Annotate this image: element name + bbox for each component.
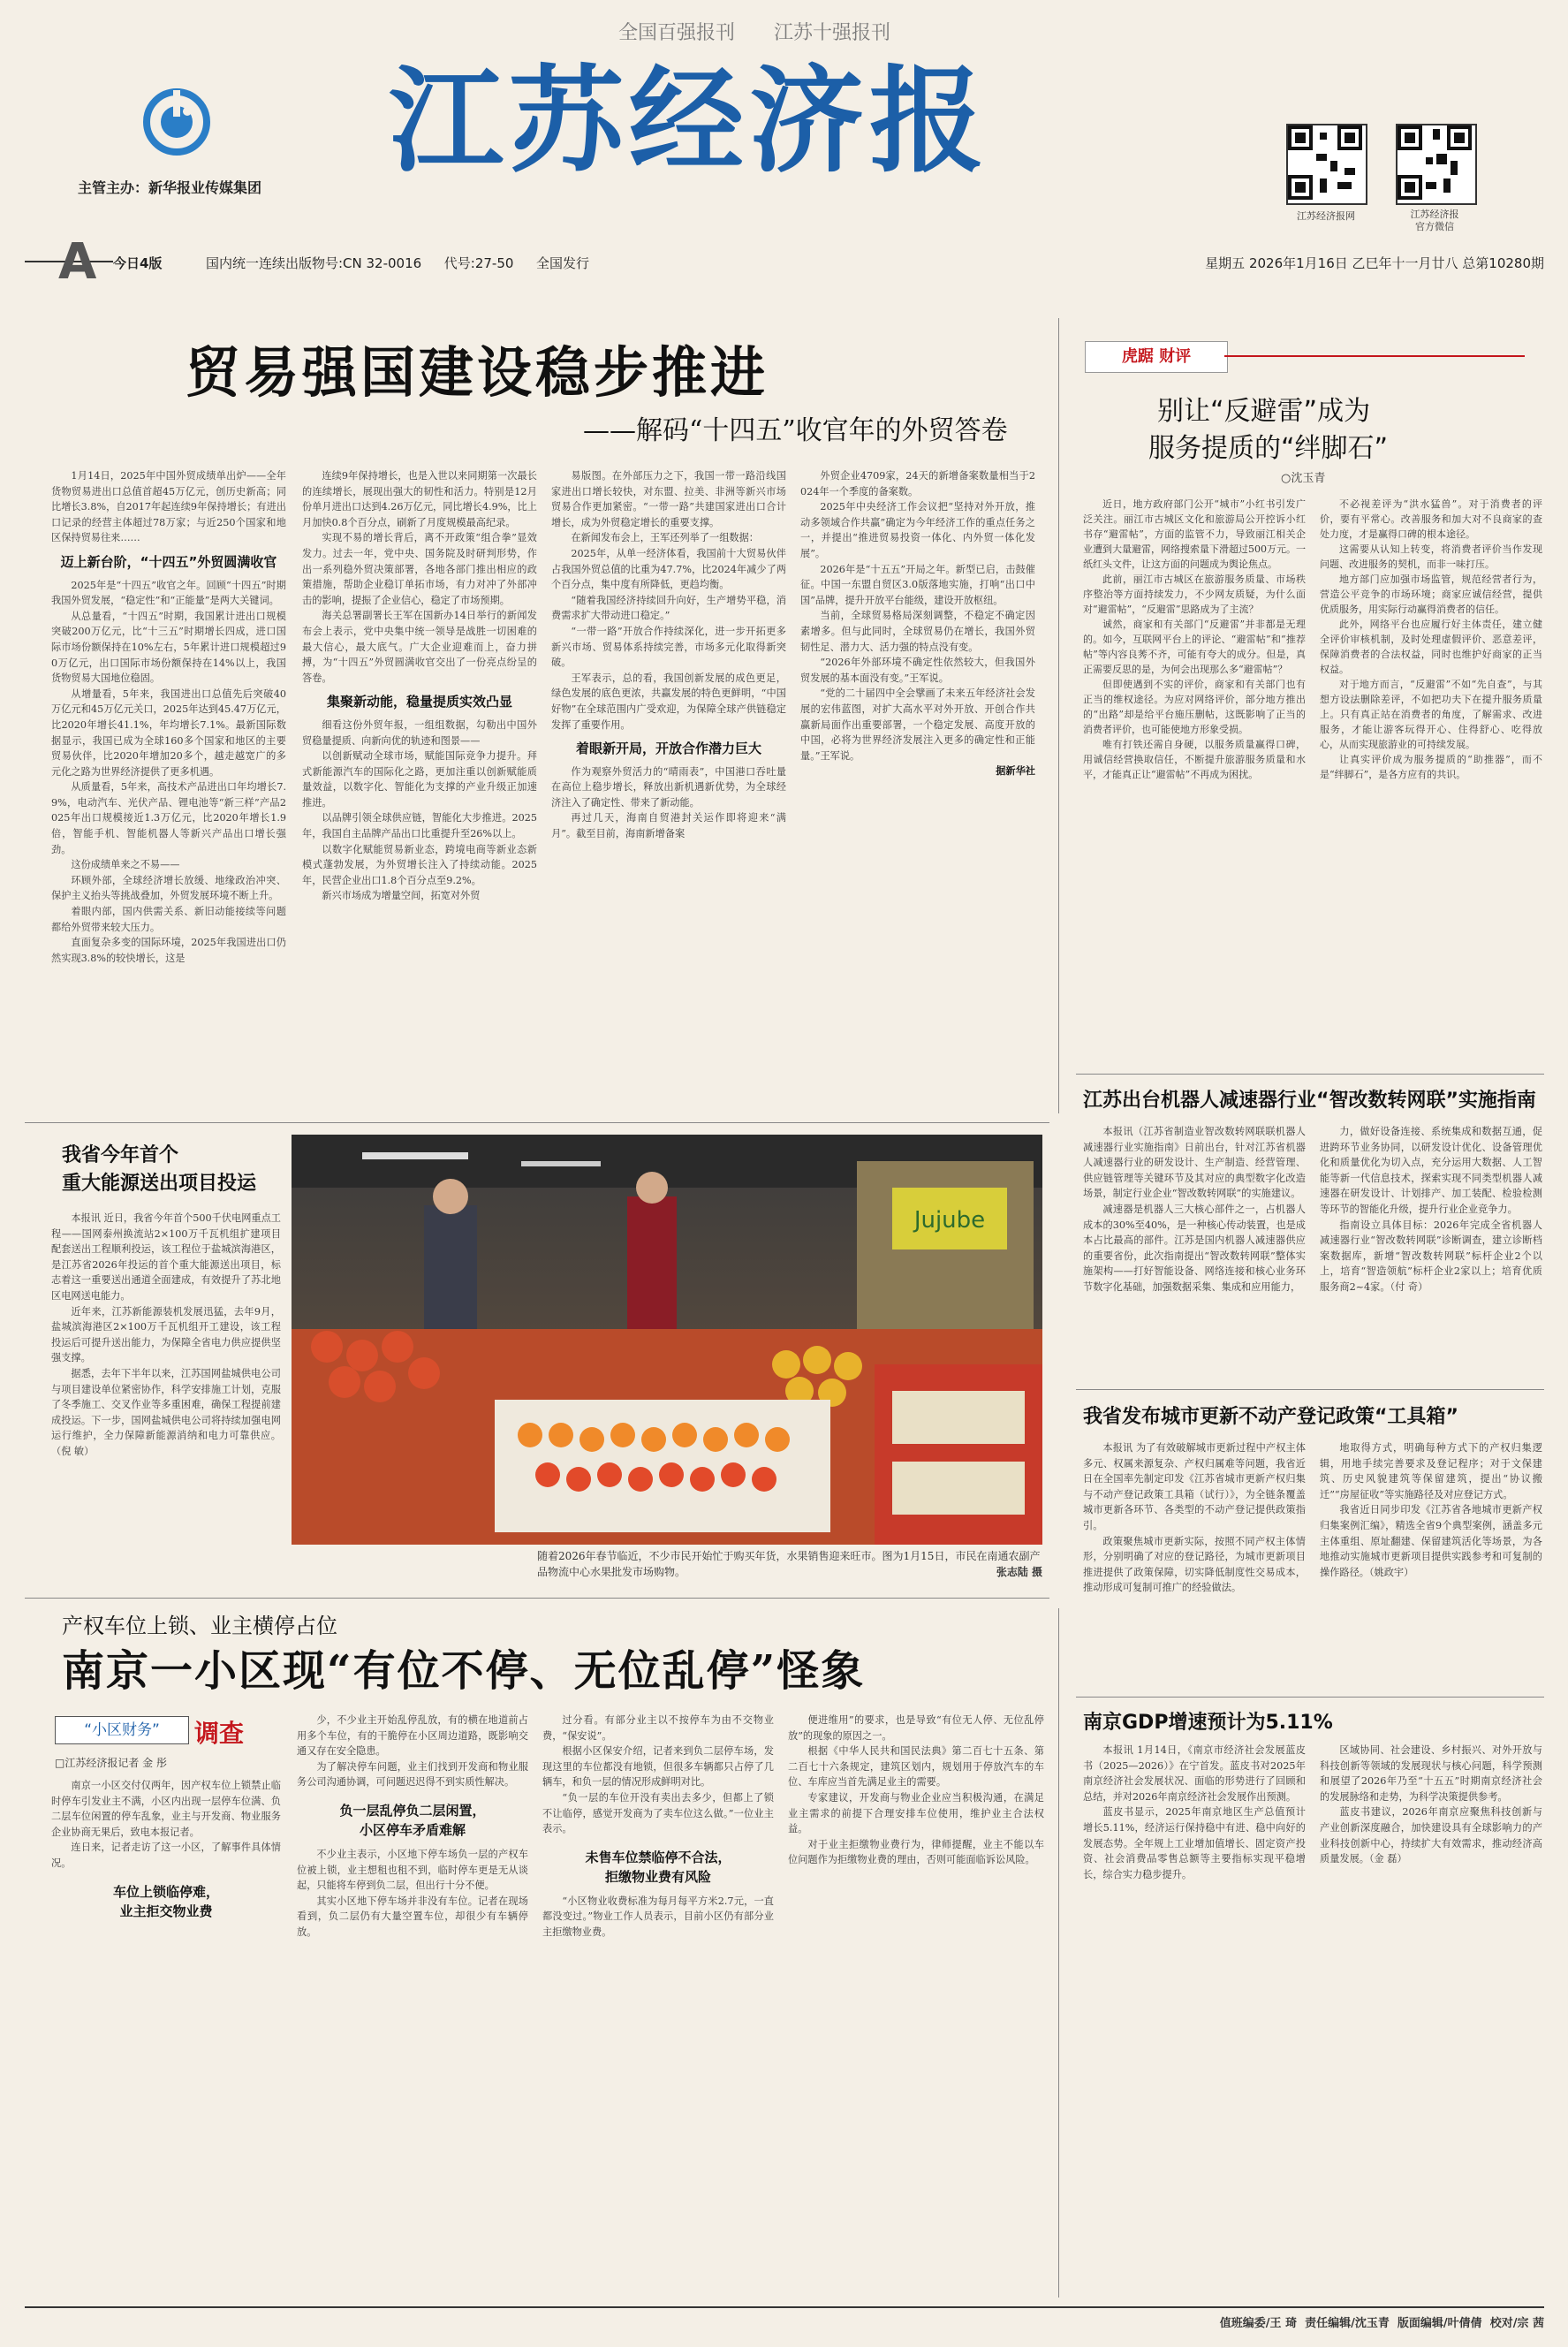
parking-tag (55, 1714, 267, 1746)
commentary-column-2: 不必视差评为“洪水猛兽”。对于消费者的评价，要有平常心。改善服务和加大对不良商家的查处力度，才是赢得口碑的根本途径。 这需要从认知上转变，将消费者评价当作发现问题、改进服务的契机，而非一味打压。 地方部门应加强市场监管，规范经营者行为，营造公平竞争的市场环境；商家应诚信经营，提供优质服务，用实际行动赢得消费者的信任。 此外，网络平台也应履行好主体责任，建立健全评价审核机制，及时处理虚假评价、恶意差评，保障消费者的合法权益，同时也维护好商家的正当权益。 对于地方而言，“反避雷”不如“先自查”，与其想方设法删除差评，不如把功夫下在提升服务质量上。只有真正站在消费者的角度，了解需求、改进服务，才能让游客玩得开心、住得舒心、吃得放心，从而实现旅游业的可持续发展。 让真实评价成为服务提质的“助推器”，而不是“绊脚石”，是各方应有的共识。 (1320, 498, 1542, 780)
parking-subhead-1: 车位上锁临停难， 业主拒交物业费 (112, 1883, 219, 1919)
energy-column: 本报讯 近日，我省今年首个500千伏电网重点工程——国网泰州换流站2×100万千瓦机组扩建项目配套送出工程顺利投运，该工程位于盐城滨海港区，是江苏省2026年投运的首个重大能源送出项目，标志着这一重要送出通道全面建成，有效提升了苏北地区电网送电能力。 近年来，江苏新能源装机发展迅猛，去年9月，盐城滨海港区2×100万千瓦机组开工建设，该工程投运后可提升送出能力，为保障全省电力供应提供坚强支撑。 据悉，去年下半年以来，江苏国网盐城供电公司与项目建设单位紧密协作，科学安排施工计划，克服了冬季施工、交叉作业等多重困难，确保工程提前建成投运。下一步，国网盐城供电公司将持续加强电网运行维护，全力保障新能源消纳和电力可靠供应。（倪 敏） (51, 1212, 281, 1457)
edition-bar (113, 251, 1544, 276)
slogans (618, 18, 972, 45)
lead-subhead-3: 着眼新开局，开放合作潜力巨大 (575, 741, 761, 757)
photo-caption: 随着2026年春节临近，不少市民开始忙于购买年货，水果销售迎来旺市。图为1月15日，市民在南通农副产品物流中心水果批发市场购物。 张志陆 摄 (537, 1550, 1042, 1578)
cn-number: 国内统一连续出版物号:CN 32-0016 (206, 255, 422, 271)
gdp-column-2: 区域协同、社会建设、乡村振兴、对外开放与科技创新等领域的发展现状与核心问题，科学预测和展望了2026年乃至“十五五”时期南京经济社会的发展脉络和走势，为科学决策提供参考。 蓝皮书建议，2026年南京应聚焦科技创新与产业创新深度融合，加快建设具有全球影响力的产业科技创新中心，持续扩大有效需求，推动经济高质量发展。（金 磊） (1320, 1744, 1542, 1865)
slogan-right: 江苏十强报刊 (774, 22, 891, 44)
photo-credit: 张志陆 摄 (996, 1566, 1042, 1578)
lead-byline: 据新华社 (996, 764, 1035, 778)
parking-tag-left: “小区财务” (55, 1716, 189, 1744)
distribution: 全国发行 (535, 255, 589, 271)
commentary-title-1: 别让“反避雷”成为 (1157, 396, 1371, 427)
newspaper-logo (141, 87, 212, 157)
parking-tag-right: 调查 (194, 1719, 245, 1748)
commentary-author: ○沈玉青 (1281, 472, 1326, 485)
lead-column-4: 外贸企业4709家，24天的新增备案数量相当于2024年一个季度的备案数。 2025年中央经济工作会议把“坚持对外开放，推动多领域合作共赢”确定为今年经济工作的重点任务之一，并提出“推进贸易投资一体化、内外贸一体化发展”。 2026年是“十五五”开局之年。新型已启，击鼓催征。中国一东盟自贸区3.0版落地实施，打响“出口中国”品牌，提升开放平台能级，建设开放枢纽。 当前，全球贸易格局深刻调整，不稳定不确定因素增多。但与此同时，全球贸易仍在增长，我国外贸韧性足、潜力大、活力强的特点没有变。 “2026年外部环境不确定性依然较大，但我国外贸发展的基本面没有变。”王军说。 “党的二十届四中全会擘画了未来五年经济社会发展的宏伟蓝图，对扩大高水平对外开放、开创合作共赢新局面作出重要部署，一个稳定发展、高度开放的中国，必将为世界经济发展注入更多的确定性和正能量。”王军说。 据新华社 (800, 468, 1035, 779)
policy-column-1: 本报讯 为了有效破解城市更新过程中产权主体多元、权属来源复杂、产权归属难等问题，我省近日在全国率先制定印发《江苏省城市更新产权归集与不动产登记政策工具箱（试行）》，为全链条覆盖城市更新各环节、各类型的不动产登记提供政策指引。 政策聚焦城市更新实际，按照不同产权主体情形，分别明确了对应的登记路径，为城市更新项目推进提供了政策保障，切实降低制度性交易成本，推动形成可复制可推广的经验做法。 (1083, 1442, 1306, 1594)
lead-subhead-1: 迈上新台阶，“十四五”外贸圆满收官 (60, 553, 277, 570)
footer-credits: 值班编委/王 琦 责任编辑/沈玉青 版面编辑/叶倩倩 校对/宗 茜 (1219, 2317, 1544, 2330)
lead-column-3: 易版图。在外部压力之下，我国一带一路沿线国家进出口增长较快，对东盟、拉美、非洲等新兴市场贸易合作更加紧密。“一带一路”共建国家进出口合计增长，成为外贸稳定增长的重要支撑。 在新闻发布会上，王军还列举了一组数据： 2025年，从单一经济体看，我国前十大贸易伙伴占我国外贸总值的比重为47.7%，比2024年减少了两个百分点，集中度有所降低，更趋均衡。 “随着我国经济持续回升向好，生产增势平稳，消费需求扩大带动进口稳定。” “一带一路”开放合作持续深化，进一步开拓更多新兴市场、贸易体系持续完善，市场多元化取得新突破。 王军表示，总的看，我国创新发展的成色更足，绿色发展的底色更浓，共赢发展的特色更鲜明，“中国好物”在全球范围内广受欢迎，为保障全球产供链稳定发挥了重要作用。 着眼新开局，开放合作潜力巨大 作为观察外贸活力的“晴雨表”，中国港口吞吐量在高位上稳步增长，释放出新机遇新优势，为全球经济注入了确定性、带来了新动能。 再过几天，海南自贸港封关运作即将迎来“满月”。截至目前，海南新增备案 (551, 470, 786, 840)
lead-subhead-2: 集聚新动能，稳量提质实效凸显 (326, 694, 512, 710)
gdp-title: 南京GDP增速预计为5.11% (1083, 1712, 1333, 1734)
parking-subhead-3: 未售车位禁临停不合法， 拒缴物业费有风险 (585, 1849, 731, 1885)
commentary-title-2: 服务提质的“绊脚石” (1148, 433, 1389, 464)
policy-column-2: 地取得方式，明确每种方式下的产权归集逻辑，用地手续完善要求及登记程序；对于文保建筑、历史风貌建筑等保留建筑，提出“协议搬迁”“房屋征收”等实施路径及对应登记方式。 我省近日同步印发《江苏省各地城市更新产权归集案例汇编》，精选全省9个典型案例，涵盖多元主体重组、原址翻建、保留建筑活化等场景，为各地推动实施城市更新项目提供实践参考和可复制的操作路径。（姚政宇） (1320, 1442, 1542, 1578)
lead-subtitle: ——解码“十四五”收官年的外贸答卷 (583, 415, 1008, 446)
commentary-column-1: 近日，地方政府部门公开“城市”小红书引发广泛关注。丽江市古城区文化和旅游局公开控诉小红书存“避雷帖”，方面的监管不力，导致丽江相关企业遭到大量避雷，网络搜索量下滑超过500万元。一纸红头文件，让这方面的问题成为舆论焦点。 此前，丽江市古城区在旅游服务质量、市场秩序整治等方面持续发力，不少网友质疑，为什么面对“避雷帖”，“反避雷”思路成为了主流？ 诚然，商家和有关部门“反避雷”并非都是无理的。如今，互联网平台上的评论、“避雷帖”和“推荐帖”等内容良莠不齐，可能有夸大的成分。但是，真正需要反思的是，为何会出现那么多“避雷帖”？ 但即使遇到不实的评价，商家和有关部门也有正当的维权途径。为应对网络评价，部分地方推出的“出路”却是给平台施压删帖，这既影响了正当的消费者评价，也可能使地方形象受损。 唯有打铁还需自身硬，以服务质量赢得口碑，用诚信经营换取信任，不断提升旅游服务质量和水平，才能真正让“避雷帖”不再成为困扰。 (1083, 498, 1306, 780)
newspaper-title: 江苏经济报 (389, 54, 990, 188)
policy-title: 我省发布城市更新不动产登记政策“工具箱” (1083, 1406, 1458, 1428)
sponsor: 主管主办：新华报业传媒集团 (78, 179, 262, 196)
jujube-sign: Jujube (913, 1207, 986, 1234)
qr-code-wechat (1396, 124, 1477, 205)
energy-title-2: 重大能源送出项目投运 (62, 1173, 257, 1195)
parking-title: 南京一小区现“有位不停、无位乱停”怪象 (62, 1646, 866, 1696)
market-photo (292, 1135, 1042, 1545)
lead-col1-intro: 1月14日，2025年中国外贸成绩单出炉——全年货物贸易进出口总值首超45万亿元，创历史新高；同比增长3.8%，自2017年起连续9年保持增长；有进出口记录的经营主体超过78万家；与近250个国家和地区保持贸易往来…… (51, 470, 286, 544)
slogan-left: 全国百强报刊 (618, 22, 736, 44)
qr-label-wechat: 江苏经济报 官方微信 (1410, 209, 1459, 232)
parking-kicker: 产权车位上锁、业主横停占位 (62, 1614, 337, 1638)
robot-column-2: 力，做好设备连接、系统集成和数据互通，促进跨环节业务协同，以研发设计优化、设备管理优化和质量优化为切入点，充分运用大数据、人工智能等新一代信息技术，探索实现不同类型机器人减速器在研发设计、计划排产、加工装配、检验检测等环节的智能化升级，提升行业企业竞争力。 指南设立具体目标：2026年完成全省机器人减速器行业“智改数转网联”诊断调查，建立诊断档案数据库，新增“智改数转网联”标杆企业2个以上，培育“智造领航”标杆企业2家以上；培育优质服务商2~4家。（付 奇） (1320, 1126, 1542, 1293)
commentary-tag: 虎踞 财评 (1085, 341, 1228, 373)
robot-title: 江苏出台机器人减速器行业“智改数转网联”实施指南 (1083, 1090, 1536, 1112)
energy-title-1: 我省今年首个 (62, 1144, 179, 1166)
today-pages: 今日4版 (113, 255, 163, 271)
parking-subhead-2: 负一层乱停负二层闲置， 小区停车矛盾难解 (339, 1802, 486, 1838)
edition-letter: A (58, 233, 97, 291)
parking-column-1: 南京一小区交付仅两年，因产权车位上锁禁止临时停车引发业主不满，小区内出现一层停车位满、负二层车位闲置的停车乱象，业主与开发商、物业服务企业协商无果后，致电本报记者。 连日来，记者走访了这一小区，了解事件具体情况。 车位上锁临停难， 业主拒交物业费 (51, 1780, 281, 1919)
issue-date: 星期五 2026年1月16日 乙巳年十一月廿八 总第10280期 (1205, 255, 1544, 271)
parking-column-3: 过分看。有部分业主以不按停车为由不交物业费，“保安说”。 根据小区保安介绍，记者来到负二层停车场，发现这里的车位都没有地锁，但很多车辆都只占停了几辆车，和负一层的情况形成鲜明对比。 “负一层的车位开没有卖出去多少，但都上了锁不让临停，感觉开发商为了卖车位这么做。”一位业主表示。 未售车位禁临停不合法， 拒缴物业费有风险 “小区物业收费标准为每月每平方米2.7元，一直都没变过。”物业工作人员表示，目前小区仍有部分业主拒缴物业费。 (542, 1714, 774, 1938)
qr-code-website (1286, 124, 1367, 205)
robot-column-1: 本报讯（江苏省制造业智改数转网联联机器人减速器行业实施指南》日前出台，针对江苏省机器人减速器行业的研发设计、生产制造、经营管理、供应链管理等关键环节及其对应的典型数字化改造场景，制定行业企业“智改数转网联”的实施建议。 减速器是机器人三大核心部件之一，占机器人成本的30%至40%，是一种核心传动装置，也是成本占比最高的部件。江苏是国内机器人减速器供应的重要省份，此次指南提出“智改数转网联”整体实施架构——打好智能设备、网络连接和核心业务环节数字化基础，加强数据采集、集成和应用能力， (1083, 1126, 1306, 1293)
qr-label-website: 江苏经济报网 (1297, 210, 1355, 222)
postal-code: 代号:27-50 (443, 255, 514, 271)
lead-column-2: 连续9年保持增长，也是入世以来同期第一次最长的连续增长，展现出强大的韧性和活力。特别是12月份单月进出口达到4.26万亿元，同比增长4.9%，比上月加快0.8个百分点，刷新了月度规模最高纪录。 实现不易的增长背后，离不开政策“组合拳”显效发力。过去一年，党中央、国务院及时研判形势，作出一系列稳外贸决策部署，各地各部门推出相应的政策措施，帮助企业稳订单拓市场，有力对冲了外部冲击的影响，提振了企业信心，稳定了市场预期。 海关总署副署长王军在国新办14日举行的新闻发布会上表示，党中央集中统一领导是战胜一切困难的最大信心，最大底气。广大企业迎难而上，奋力拼搏，为“十四五”外贸圆满收官交出了一份亮点纷呈的答卷。 集聚新动能，稳量提质实效凸显 细看这份外贸年报，一组组数据，勾勒出中国外贸稳量提质、向新向优的轨迹和图景—— 以创新赋动全球市场，赋能国际竞争力提升。拜式新能源汽车的国际化之路，更加注重以创新赋能质量效益，以数字化、智能化为支撑的产业升级正加速推进。 以品牌引领全球供应链，智能化大步推进。2025年，我国自主品牌产品出口比重提升至26%以上。 以数字化赋能贸易新业态，跨境电商等新业态新模式蓬勃发展，为外贸增长注入了持续动能。2025年，民营企业出口1.8个百分点至9.2%。 新兴市场成为增量空间，拓宽对外贸 (302, 470, 537, 902)
lead-column-1: 1月14日，2025年中国外贸成绩单出炉——全年货物贸易进出口总值首超45万亿元，创历史新高；同比增长3.8%，自2017年起连续9年保持增长；有进出口记录的经营主体超过78万家；与近250个国家和地区保持贸易往来…… 迈上新台阶，“十四五”外贸圆满收官 2025年是“十四五”收官之年。回顾“十四五”时期我国外贸发展，“稳定性”和“正能量”是两大关键词。 从总量看，“十四五”时期，我国累计进出口规模突破200万亿元，比“十三五”时期增长四成，进口国际市场份额保持在10%左右，5年累计进口规模超过90万亿元，出口国际市场份额保持在14%以上，我国货物贸易大国地位稳固。 从增量看，5年来，我国进出口总值先后突破40万亿元和45万亿元关口，2025年达到45.47万亿元，比2020年增长41.1%，年均增长7.1%。最新国际数据显示，我国已成为全球160多个国家和地区的主要贸易伙伴，比2020年增加20多个，越走越宽广的多元化之路为世界经济提供了更多机遇。 从质量看，5年来，高技术产品进出口年均增长7.9%，电动汽车、光伏产品、锂电池等“新三样”产品2025年出口规模接近1.3万亿元，比2020年增长1.9倍，智能手机、智能机器人等新兴产品出口增长强劲。 这份成绩单来之不易—— 环顾外部，全球经济增长放缓、地缘政治冲突、保护主义抬头等挑战叠加，外贸发展环境不断上升。 着眼内部，国内供需关系、新旧动能接续等问题都给外贸带来较大压力。 直面复杂多变的国际环境，2025年我国进出口仍然实现3.8%的较快增长，这是 (51, 470, 286, 964)
gdp-column-1: 本报讯 1月14日，《南京市经济社会发展蓝皮书（2025—2026）》在宁首发。蓝皮书对2025年南京经济社会发展状况、面临的形势进行了回顾和总结，并对2026年南京经济社会发展作出预测。 蓝皮书显示，2025年南京地区生产总值预计增长5.11%，经济运行保持稳中有进、稳中向好的发展态势。全年规上工业增加值增长、固定资产投资、社会消费品零售总额等主要指标实现平稳增长，综合实力稳步提升。 (1083, 1744, 1306, 1880)
parking-column-4: 便进维用”的要求，也是导致“有位无人停、无位乱停放”的现象的原因之一。 根据《中华人民共和国民法典》第二百七十五条、第二百七十六条规定，建筑区划内，规划用于停放汽车的车位、车库应当首先满足业主的需要。 专家建议，开发商与物业企业应当积极沟通，在满足业主需求的前提下合理安排车位使用，维护业主合法权益。 对于业主拒缴物业费行为，律师提醒，业主不能以车位问题作为拒缴物业费的理由，否则可能面临诉讼风险。 (788, 1714, 1044, 1866)
parking-reporter: □江苏经济报记者 金 彤 (55, 1757, 167, 1769)
parking-column-2: 少，不少业主开始乱停乱放，有的横在地道前占用多个车位，有的干脆停在小区周边道路，既影响交通又存在安全隐患。 为了解决停车问题，业主们找到开发商和物业服务公司沟通协调，可问题迟迟得不到实质性解决。 负一层乱停负二层闲置， 小区停车矛盾难解 不少业主表示，小区地下停车场负一层的产权车位被上锁，业主想租也租不到，临时停车更是无从谈起，只能将车停到负二层，但出行十分不便。 其实小区地下停车场并非没有车位。记者在现场看到，负二层仍有大量空置车位，却很少有车辆停放。 (297, 1714, 528, 1938)
lead-title: 贸易强国建设稳步推进 (186, 340, 769, 405)
